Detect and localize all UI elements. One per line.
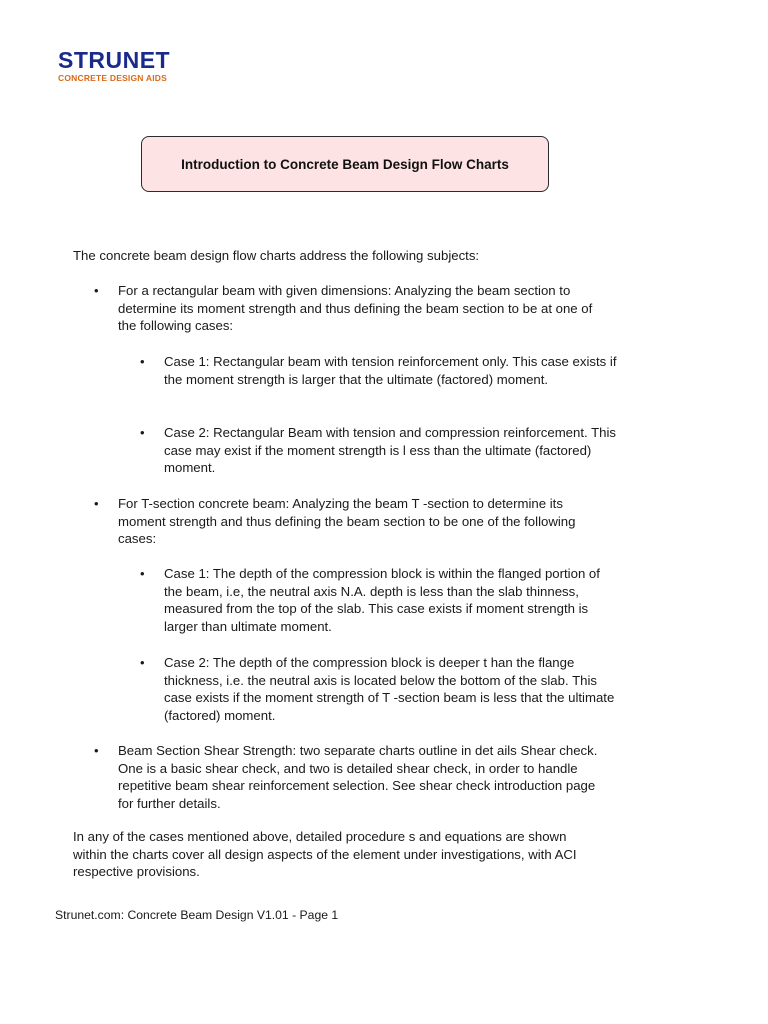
sub-bullet-text: Case 2: The depth of the compression block is deeper t han the flange thickness, i.e. the neutral axis is located below the bottom of the slab. This case exists if the moment strength of T -section beam is less that the ultimate (factored) moment. — [164, 655, 615, 723]
sub-bullet-t-case-2 — [140, 654, 620, 724]
sub-bullet-t-case-1 — [140, 565, 620, 635]
bullet-marker: • — [94, 496, 99, 511]
sub-bullet-text: Case 1: The depth of the compression block is within the flanged portion of the beam, i.e, the neutral axis N.A. depth is less than the slab thinness, measured from the top of the slab. This case exists if moment strength is larger than ultimate moment. — [164, 566, 600, 634]
title-box — [141, 136, 549, 192]
bullet-rectangular-beam — [94, 282, 614, 335]
bullet-text: For a rectangular beam with given dimensions: Analyzing the beam section to determine its moment strength and thus defining the beam section to be at one of the following cases: — [118, 283, 593, 333]
page-footer: Strunet.com: Concrete Beam Design V1.01 - Page 1 — [55, 908, 339, 922]
bullet-marker: • — [140, 354, 145, 369]
strunet-logo — [58, 48, 170, 84]
sub-bullet-text: Case 2: Rectangular Beam with tension and compression reinforcement. This case may exist if the moment strength is l ess than the ultimate (factored) moment. — [164, 425, 617, 475]
logo-tagline: CONCRETE DESIGN AIDS — [58, 73, 168, 83]
bullet-marker: • — [140, 566, 145, 581]
closing-paragraph: In any of the cases mentioned above, detailed procedure s and equations are shown within the charts cover all design aspects of the element under investigations, with ACI respective provisions. — [73, 829, 577, 879]
bullet-marker: • — [94, 283, 99, 298]
logo-name: STRUNET — [58, 47, 171, 73]
sub-bullet-rect-case-2 — [140, 424, 620, 477]
bullet-text: Beam Section Shear Strength: two separate charts outline in det ails Shear check. One is a basic shear check, and two is detailed shear check, in order to handle repetitive beam shear reinforcement selection. See shear check introduction page for further details. — [118, 743, 598, 811]
bullet-marker: • — [94, 743, 99, 758]
bullet-text: For T-section concrete beam: Analyzing the beam T -section to determine its moment strength and thus defining the beam section to be one of the following cases: — [118, 496, 576, 546]
bullet-t-section-beam — [94, 495, 614, 548]
bullet-marker: • — [140, 655, 145, 670]
bullet-shear-strength — [94, 742, 614, 812]
page-title: Introduction to Concrete Beam Design Flow Charts — [181, 156, 509, 172]
intro-paragraph: The concrete beam design flow charts address the following subjects: — [73, 248, 480, 263]
bullet-marker: • — [140, 425, 145, 440]
sub-bullet-text: Case 1: Rectangular beam with tension reinforcement only. This case exists if the moment strength is larger that the ultimate (factored) moment. — [164, 354, 617, 387]
sub-bullet-rect-case-1 — [140, 353, 620, 388]
